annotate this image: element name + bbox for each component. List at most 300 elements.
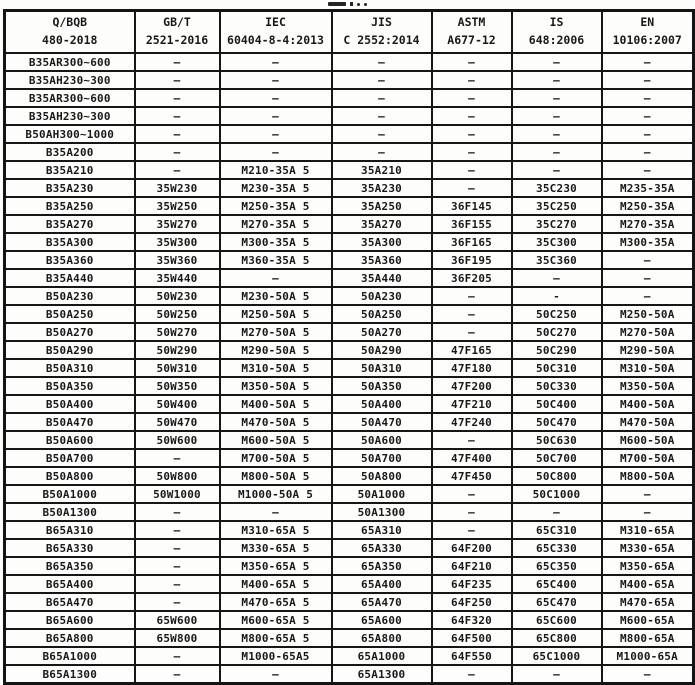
equivalent-grade-cell: 50C800: [512, 467, 602, 485]
table-row: [5, 557, 694, 575]
equivalent-grade-cell: 50A400: [332, 395, 432, 413]
equivalent-grade-cell: —: [135, 503, 220, 521]
table-header-row: [5, 11, 694, 54]
standard-code-label: 480-2018: [42, 33, 98, 47]
equivalent-grade-cell: M1000-65A: [602, 647, 694, 665]
equivalent-grade-cell: 47F450: [432, 467, 512, 485]
equivalent-grade-cell: 36F205: [432, 269, 512, 287]
equivalent-grade-cell: 50A290: [332, 341, 432, 359]
equivalent-grade-cell: —: [602, 251, 694, 269]
table-row: [5, 197, 694, 215]
equivalent-grade-cell: —: [512, 89, 602, 107]
table-row: [5, 485, 694, 503]
equivalent-grade-cell: 50C700: [512, 449, 602, 467]
equivalent-grade-cell: —: [220, 503, 332, 521]
equivalent-grade-cell: M300-35A: [602, 233, 694, 251]
equivalent-grade-cell: M310-65A 5: [220, 521, 332, 539]
equivalent-grade-cell: —: [220, 107, 332, 125]
equivalent-grade-cell: 65C800: [512, 629, 602, 647]
table-row: [5, 125, 694, 143]
equivalent-grade-cell: M400-50A: [602, 395, 694, 413]
grade-cell: B50A700: [5, 449, 135, 467]
table-row: [5, 305, 694, 323]
equivalent-grade-cell: —: [135, 575, 220, 593]
equivalent-grade-cell: 65A1000: [332, 647, 432, 665]
equivalent-grade-cell: 50A270: [332, 323, 432, 341]
equivalent-grade-cell: M270-50A 5: [220, 323, 332, 341]
header-cell-is: [512, 11, 602, 54]
equivalent-grade-cell: —: [432, 305, 512, 323]
equivalent-grade-cell: —: [432, 323, 512, 341]
table-row: [5, 323, 694, 341]
equivalent-grade-cell: 35A230: [332, 179, 432, 197]
standard-code-label: 10106:2007: [612, 33, 682, 47]
equivalent-grade-cell: 35W270: [135, 215, 220, 233]
grade-cell: B50A290: [5, 341, 135, 359]
equivalent-grade-cell: 35A300: [332, 233, 432, 251]
equivalent-grade-cell: 50A800: [332, 467, 432, 485]
equivalent-grade-cell: —: [220, 125, 332, 143]
equivalent-grade-cell: 35W230: [135, 179, 220, 197]
grade-cell: B50A350: [5, 377, 135, 395]
equivalent-grade-cell: —: [220, 71, 332, 89]
table-row: [5, 143, 694, 161]
table-row: [5, 233, 694, 251]
equivalent-grade-cell: —: [332, 89, 432, 107]
equivalent-grade-cell: 47F180: [432, 359, 512, 377]
equivalent-grade-cell: —: [432, 89, 512, 107]
equivalent-grade-cell: M700-50A 5: [220, 449, 332, 467]
equivalent-grade-cell: 35A440: [332, 269, 432, 287]
table-row: [5, 251, 694, 269]
equivalent-grade-cell: —: [602, 53, 694, 71]
table-row: [5, 395, 694, 413]
equivalent-grade-cell: 64F500: [432, 629, 512, 647]
equivalent-grade-cell: 50W400: [135, 395, 220, 413]
equivalent-grade-cell: M600-50A 5: [220, 431, 332, 449]
equivalent-grade-cell: 50W470: [135, 413, 220, 431]
grade-cell: B65A310: [5, 521, 135, 539]
equivalent-grade-cell: 50C310: [512, 359, 602, 377]
header-cell-gb-t: [135, 11, 220, 54]
equivalent-grade-cell: —: [220, 665, 332, 684]
equivalent-grade-cell: M350-65A 5: [220, 557, 332, 575]
standard-code-label: 60404-8-4:2013: [227, 33, 324, 47]
equivalent-grade-cell: 50W350: [135, 377, 220, 395]
grade-cell: B65A400: [5, 575, 135, 593]
equivalent-grade-cell: —: [432, 485, 512, 503]
equivalent-grade-cell: —: [135, 593, 220, 611]
equivalent-grade-cell: M600-65A 5: [220, 611, 332, 629]
equivalent-grade-cell: 65A470: [332, 593, 432, 611]
equivalent-grade-cell: —: [135, 521, 220, 539]
equivalent-grade-cell: 65A400: [332, 575, 432, 593]
equivalent-grade-cell: 35C230: [512, 179, 602, 197]
equivalent-grade-cell: 35W250: [135, 197, 220, 215]
standard-code-label: 2521-2016: [145, 33, 209, 47]
equivalent-grade-cell: —: [135, 647, 220, 665]
equivalent-grade-cell: 50A600: [332, 431, 432, 449]
equivalent-grade-cell: —: [135, 449, 220, 467]
grade-cell: B50A400: [5, 395, 135, 413]
equivalent-grade-cell: 50A230: [332, 287, 432, 305]
equivalent-grade-cell: M800-50A: [602, 467, 694, 485]
table-row: [5, 215, 694, 233]
table-row: [5, 575, 694, 593]
equivalent-grade-cell: 35W440: [135, 269, 220, 287]
clipped-caption-mark: [350, 2, 353, 6]
equivalent-grade-cell: 50C400: [512, 395, 602, 413]
header-cell-jis: [332, 11, 432, 54]
equivalent-grade-cell: —: [135, 665, 220, 684]
equivalent-grade-cell: 50C470: [512, 413, 602, 431]
equivalent-grade-cell: 50W270: [135, 323, 220, 341]
table-row: [5, 359, 694, 377]
equivalent-grade-cell: —: [135, 557, 220, 575]
equivalent-grade-cell: —: [332, 107, 432, 125]
equivalent-grade-cell: M210-35A 5: [220, 161, 332, 179]
equivalent-grade-cell: 65C310: [512, 521, 602, 539]
equivalent-grade-cell: M270-35A: [602, 215, 694, 233]
equivalent-grade-cell: M800-50A 5: [220, 467, 332, 485]
equivalent-grade-cell: —: [332, 143, 432, 161]
table-row: [5, 341, 694, 359]
equivalent-grade-cell: —: [512, 161, 602, 179]
equivalent-grade-cell: M310-65A: [602, 521, 694, 539]
equivalent-grade-cell: M600-50A: [602, 431, 694, 449]
equivalent-grade-cell: —: [332, 71, 432, 89]
equivalent-grade-cell: M290-50A 5: [220, 341, 332, 359]
clipped-caption-mark: [357, 3, 360, 6]
equivalent-grade-cell: —: [432, 503, 512, 521]
equivalent-grade-cell: —: [602, 665, 694, 684]
equivalent-grade-cell: 36F145: [432, 197, 512, 215]
grade-cell: B35A250: [5, 197, 135, 215]
equivalent-grade-cell: —: [512, 53, 602, 71]
table-row: [5, 89, 694, 107]
grade-cell: B35A300: [5, 233, 135, 251]
equivalent-grade-cell: 65C600: [512, 611, 602, 629]
equivalent-grade-cell: 65W600: [135, 611, 220, 629]
table-row: [5, 107, 694, 125]
equivalent-grade-cell: 50W1000: [135, 485, 220, 503]
table-row: [5, 593, 694, 611]
equivalent-grade-cell: —: [512, 71, 602, 89]
equivalent-grade-cell: 50W310: [135, 359, 220, 377]
table-row: [5, 629, 694, 647]
equivalent-grade-cell: 50C270: [512, 323, 602, 341]
equivalent-grade-cell: M250-50A: [602, 305, 694, 323]
grade-cell: B50A470: [5, 413, 135, 431]
equivalent-grade-cell: 65C1000: [512, 647, 602, 665]
equivalent-grade-cell: 35A270: [332, 215, 432, 233]
equivalent-grade-cell: —: [135, 71, 220, 89]
grade-cell: B50A1000: [5, 485, 135, 503]
equivalent-grade-cell: 50A1000: [332, 485, 432, 503]
equivalent-grade-cell: 47F165: [432, 341, 512, 359]
equivalent-grade-cell: 50W230: [135, 287, 220, 305]
grade-cell: B35A200: [5, 143, 135, 161]
grade-cell: B50A800: [5, 467, 135, 485]
equivalent-grade-cell: —: [602, 269, 694, 287]
equivalent-grade-cell: 50C290: [512, 341, 602, 359]
equivalent-grade-cell: M250-50A 5: [220, 305, 332, 323]
grade-cell: B35A230: [5, 179, 135, 197]
equivalent-grade-cell: —: [135, 161, 220, 179]
equivalent-grade-cell: —: [512, 107, 602, 125]
equivalent-grade-cell: 65A800: [332, 629, 432, 647]
equivalent-grade-cell: 50A310: [332, 359, 432, 377]
equivalent-grade-cell: 50A350: [332, 377, 432, 395]
grade-cell: B35A270: [5, 215, 135, 233]
table-row: [5, 161, 694, 179]
table-row: [5, 647, 694, 665]
standard-org-label: Q/BQB: [52, 15, 88, 30]
table-row: [5, 431, 694, 449]
equivalent-grade-cell: 35C300: [512, 233, 602, 251]
table-row: [5, 377, 694, 395]
grade-cell: B65A1000: [5, 647, 135, 665]
equivalent-grade-cell: —: [432, 53, 512, 71]
standard-org-label: IEC: [265, 15, 286, 30]
equivalent-grade-cell: 47F400: [432, 449, 512, 467]
equivalent-grade-cell: —: [512, 665, 602, 684]
equivalent-grade-cell: M600-65A: [602, 611, 694, 629]
header-cell-astm: [432, 11, 512, 54]
equivalent-grade-cell: —: [432, 521, 512, 539]
equivalent-grade-cell: M1000-50A 5: [220, 485, 332, 503]
equivalent-grade-cell: M400-65A 5: [220, 575, 332, 593]
table-row: [5, 413, 694, 431]
table-row: [5, 665, 694, 684]
equivalent-grade-cell: 36F165: [432, 233, 512, 251]
table-row: [5, 503, 694, 521]
equivalent-grade-cell: M290-50A: [602, 341, 694, 359]
equivalent-grade-cell: 50A1300: [332, 503, 432, 521]
equivalent-grade-cell: 64F250: [432, 593, 512, 611]
grade-cell: B65A350: [5, 557, 135, 575]
equivalent-grade-cell: —: [220, 143, 332, 161]
grade-cell: B35A440: [5, 269, 135, 287]
grade-cell: B50A310: [5, 359, 135, 377]
grade-cell: B35A210: [5, 161, 135, 179]
grade-equivalence-table: [3, 9, 695, 685]
grade-cell: B35A360: [5, 251, 135, 269]
equivalent-grade-cell: 35W360: [135, 251, 220, 269]
grade-cell: B65A330: [5, 539, 135, 557]
equivalent-grade-cell: —: [602, 89, 694, 107]
equivalent-grade-cell: —: [512, 143, 602, 161]
equivalent-grade-cell: 65C400: [512, 575, 602, 593]
equivalent-grade-cell: 35C360: [512, 251, 602, 269]
equivalent-grade-cell: 65C330: [512, 539, 602, 557]
equivalent-grade-cell: -: [512, 287, 602, 305]
equivalent-grade-cell: M235-35A: [602, 179, 694, 197]
table-row: [5, 179, 694, 197]
equivalent-grade-cell: —: [512, 125, 602, 143]
equivalent-grade-cell: 50W290: [135, 341, 220, 359]
grade-cell: B35AR300~600: [5, 89, 135, 107]
table-row: [5, 611, 694, 629]
grade-cell: B50A270: [5, 323, 135, 341]
equivalent-grade-cell: —: [432, 143, 512, 161]
equivalent-grade-cell: —: [602, 503, 694, 521]
equivalent-grade-cell: 35A360: [332, 251, 432, 269]
equivalent-grade-cell: —: [432, 665, 512, 684]
equivalent-grade-cell: —: [512, 503, 602, 521]
grade-cell: B65A600: [5, 611, 135, 629]
equivalent-grade-cell: 64F550: [432, 647, 512, 665]
grade-cell: B65A1300: [5, 665, 135, 684]
equivalent-grade-cell: 65C350: [512, 557, 602, 575]
equivalent-grade-cell: —: [602, 143, 694, 161]
equivalent-grade-cell: M330-65A 5: [220, 539, 332, 557]
equivalent-grade-cell: 35A210: [332, 161, 432, 179]
table-row: [5, 521, 694, 539]
equivalent-grade-cell: 64F210: [432, 557, 512, 575]
equivalent-grade-cell: —: [432, 179, 512, 197]
equivalent-grade-cell: M310-50A 5: [220, 359, 332, 377]
equivalent-grade-cell: 35C270: [512, 215, 602, 233]
equivalent-grade-cell: 36F195: [432, 251, 512, 269]
equivalent-grade-cell: 36F155: [432, 215, 512, 233]
table-row: [5, 287, 694, 305]
equivalent-grade-cell: 50C630: [512, 431, 602, 449]
equivalent-grade-cell: —: [135, 143, 220, 161]
equivalent-grade-cell: —: [135, 89, 220, 107]
equivalent-grade-cell: —: [220, 53, 332, 71]
equivalent-grade-cell: 50C1000: [512, 485, 602, 503]
equivalent-grade-cell: —: [602, 485, 694, 503]
equivalent-grade-cell: M250-35A: [602, 197, 694, 215]
equivalent-grade-cell: 65A330: [332, 539, 432, 557]
equivalent-grade-cell: —: [135, 125, 220, 143]
equivalent-grade-cell: M800-65A: [602, 629, 694, 647]
equivalent-grade-cell: 35W300: [135, 233, 220, 251]
equivalent-grade-cell: 65A600: [332, 611, 432, 629]
equivalent-grade-cell: 50C330: [512, 377, 602, 395]
equivalent-grade-cell: M800-65A 5: [220, 629, 332, 647]
equivalent-grade-cell: —: [432, 71, 512, 89]
equivalent-grade-cell: M1000-65A5: [220, 647, 332, 665]
equivalent-grade-cell: 47F240: [432, 413, 512, 431]
equivalent-grade-cell: —: [602, 125, 694, 143]
equivalent-grade-cell: 50A470: [332, 413, 432, 431]
standard-code-label: A677-12: [447, 33, 496, 47]
equivalent-grade-cell: —: [602, 71, 694, 89]
grade-cell: B35AH230~300: [5, 107, 135, 125]
equivalent-grade-cell: 47F200: [432, 377, 512, 395]
clipped-caption-mark: [364, 3, 367, 6]
equivalent-grade-cell: 35A250: [332, 197, 432, 215]
equivalent-grade-cell: 65A350: [332, 557, 432, 575]
equivalent-grade-cell: 50A700: [332, 449, 432, 467]
equivalent-grade-cell: M270-35A 5: [220, 215, 332, 233]
table-row: [5, 467, 694, 485]
table-row: [5, 269, 694, 287]
equivalent-grade-cell: —: [602, 107, 694, 125]
equivalent-grade-cell: M230-50A 5: [220, 287, 332, 305]
grade-cell: B35AH230~300: [5, 71, 135, 89]
equivalent-grade-cell: M250-35A 5: [220, 197, 332, 215]
standard-org-label: EN: [640, 15, 655, 30]
header-cell-en: [602, 11, 694, 54]
equivalent-grade-cell: M330-65A: [602, 539, 694, 557]
equivalent-grade-cell: —: [432, 431, 512, 449]
equivalent-grade-cell: 65A310: [332, 521, 432, 539]
grade-cell: B50A250: [5, 305, 135, 323]
standard-code-label: 648:2006: [528, 33, 585, 47]
standard-org-label: IS: [549, 15, 564, 30]
equivalent-grade-cell: 47F210: [432, 395, 512, 413]
grade-cell: B65A800: [5, 629, 135, 647]
equivalent-grade-cell: M230-35A 5: [220, 179, 332, 197]
equivalent-grade-cell: M470-65A: [602, 593, 694, 611]
equivalent-grade-cell: M400-65A: [602, 575, 694, 593]
equivalent-grade-cell: M350-65A: [602, 557, 694, 575]
equivalent-grade-cell: 50W600: [135, 431, 220, 449]
equivalent-grade-cell: M350-50A: [602, 377, 694, 395]
equivalent-grade-cell: 50W800: [135, 467, 220, 485]
equivalent-grade-cell: —: [220, 269, 332, 287]
equivalent-grade-cell: M300-35A 5: [220, 233, 332, 251]
equivalent-grade-cell: —: [332, 125, 432, 143]
equivalent-grade-cell: M310-50A: [602, 359, 694, 377]
equivalent-grade-cell: 50A250: [332, 305, 432, 323]
table-row: [5, 71, 694, 89]
grade-cell: B65A470: [5, 593, 135, 611]
equivalent-grade-cell: M400-50A 5: [220, 395, 332, 413]
grade-cell: B50A600: [5, 431, 135, 449]
equivalent-grade-cell: 64F200: [432, 539, 512, 557]
grade-cell: B50AH300~1000: [5, 125, 135, 143]
equivalent-grade-cell: M470-50A 5: [220, 413, 332, 431]
equivalent-grade-cell: —: [432, 161, 512, 179]
equivalent-grade-cell: —: [432, 107, 512, 125]
equivalent-grade-cell: 65A1300: [332, 665, 432, 684]
equivalent-grade-cell: —: [432, 125, 512, 143]
equivalent-grade-cell: M360-35A 5: [220, 251, 332, 269]
equivalent-grade-cell: 64F320: [432, 611, 512, 629]
equivalent-grade-cell: —: [220, 89, 332, 107]
standard-code-label: C 2552:2014: [343, 33, 420, 47]
clipped-caption: [328, 0, 388, 6]
equivalent-grade-cell: —: [602, 161, 694, 179]
equivalent-grade-cell: 50C250: [512, 305, 602, 323]
equivalent-grade-cell: M270-50A: [602, 323, 694, 341]
table-row: [5, 449, 694, 467]
equivalent-grade-cell: M470-50A: [602, 413, 694, 431]
equivalent-grade-cell: —: [602, 287, 694, 305]
equivalent-grade-cell: 50W250: [135, 305, 220, 323]
equivalent-grade-cell: —: [135, 539, 220, 557]
equivalent-grade-cell: —: [432, 287, 512, 305]
equivalent-grade-cell: —: [332, 53, 432, 71]
equivalent-grade-cell: —: [512, 269, 602, 287]
grade-cell: B35AR300~600: [5, 53, 135, 71]
standard-org-label: ASTM: [457, 15, 486, 30]
equivalent-grade-cell: 35C250: [512, 197, 602, 215]
equivalent-grade-cell: M470-65A 5: [220, 593, 332, 611]
equivalent-grade-cell: —: [135, 53, 220, 71]
header-cell-q-bqb: [5, 11, 135, 54]
equivalent-grade-cell: M350-50A 5: [220, 377, 332, 395]
equivalent-grade-cell: 64F235: [432, 575, 512, 593]
grade-cell: B50A230: [5, 287, 135, 305]
standard-org-label: GB/T: [163, 15, 191, 30]
grade-cell: B50A1300: [5, 503, 135, 521]
equivalent-grade-cell: M700-50A: [602, 449, 694, 467]
